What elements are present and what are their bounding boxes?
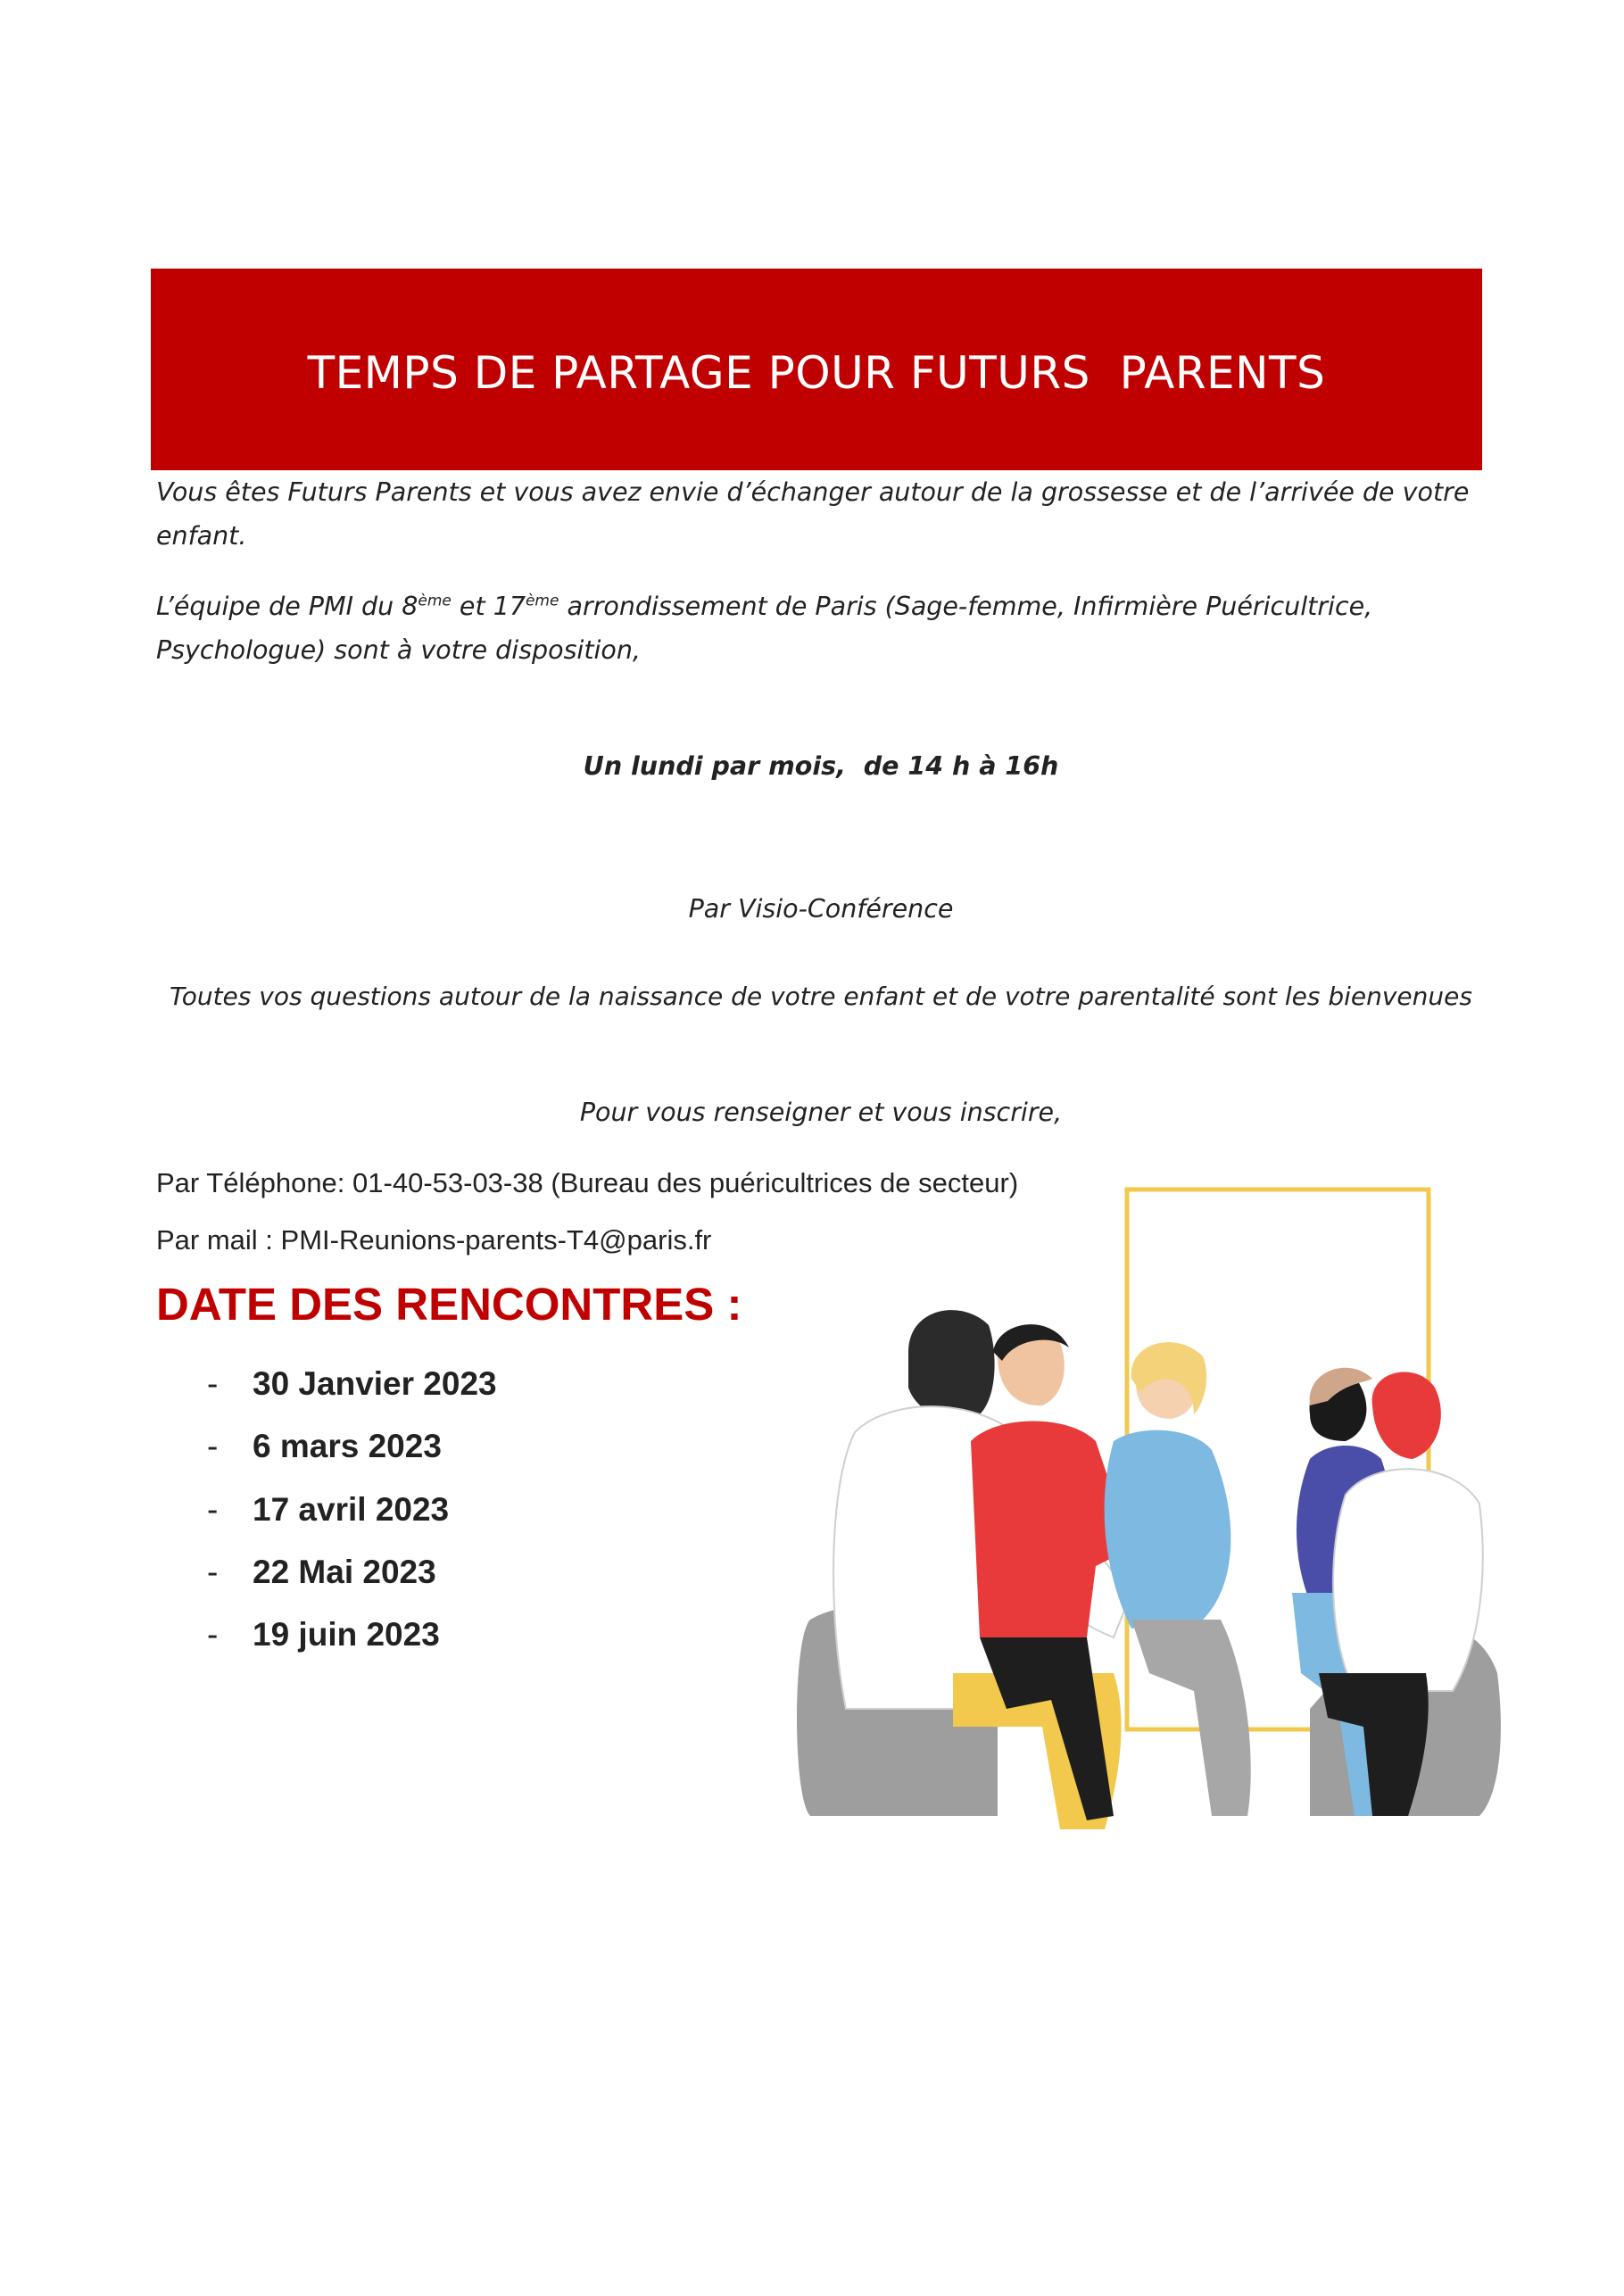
person1-head: [908, 1310, 995, 1420]
person3-body: [1105, 1430, 1231, 1629]
date-value: 17 avril 2023: [253, 1491, 450, 1528]
contact-mail: Par mail : PMI-Reunions-parents-T4@paris.fr: [156, 1224, 712, 1256]
date-value: 30 Janvier 2023: [253, 1365, 497, 1402]
team-text-1: L’équipe de PMI du 8: [156, 592, 418, 621]
dates-heading: DATE DES RENCONTRES :: [156, 1279, 742, 1330]
register-text: Pour vous renseigner et vous inscrire,: [579, 1098, 1063, 1127]
date-bullet: -: [207, 1491, 219, 1528]
date-bullet: -: [207, 1428, 219, 1464]
person5-hair: [1372, 1372, 1441, 1459]
team-text-2: et 17: [451, 592, 526, 621]
team-paragraph: [156, 584, 1486, 672]
page-title: TEMPS DE PARTAGE POUR FUTURS PARENTS: [307, 347, 1326, 399]
date-bullet: -: [207, 1365, 219, 1402]
intro-line-2: enfant.: [156, 521, 247, 551]
date-value: 6 mars 2023: [253, 1428, 442, 1464]
person5-body: [1333, 1469, 1483, 1691]
date-item-2: [207, 1428, 442, 1465]
date-item-1: [207, 1365, 497, 1403]
team-sup-1: ème: [418, 592, 452, 610]
team-sup-2: ème: [525, 592, 559, 610]
team-text-3: arrondissement de Paris (Sage-femme, Infirmière Puéricultrice,: [559, 592, 1373, 621]
date-item-4: [207, 1554, 436, 1591]
date-item-3: [207, 1491, 449, 1529]
questions-text: Toutes vos questions autour de la naissance de votre enfant et de votre parentalité sont les bienvenues: [170, 982, 1472, 1011]
schedule-text: Un lundi par mois, de 14 h à 16h: [583, 751, 1059, 781]
date-item-5: [207, 1616, 440, 1654]
team-line-2: Psychologue) sont à votre disposition,: [156, 635, 641, 665]
date-bullet: -: [207, 1616, 219, 1653]
group-discussion-illustration: [775, 1173, 1517, 1847]
title-banner: [151, 269, 1482, 470]
date-bullet: -: [207, 1554, 219, 1590]
person3-legs: [1131, 1620, 1251, 1816]
intro-paragraph: [156, 470, 1486, 558]
date-value: 22 Mai 2023: [253, 1554, 436, 1590]
intro-line-1: Vous êtes Futurs Parents et vous avez envie d’échanger autour de la grossesse et de l’arrivée de votre: [156, 477, 1470, 507]
format-text: Par Visio-Conférence: [688, 894, 954, 924]
date-value: 19 juin 2023: [253, 1616, 440, 1653]
contact-phone: Par Téléphone: 01-40-53-03-38 (Bureau des puéricultrices de secteur): [156, 1167, 1019, 1198]
